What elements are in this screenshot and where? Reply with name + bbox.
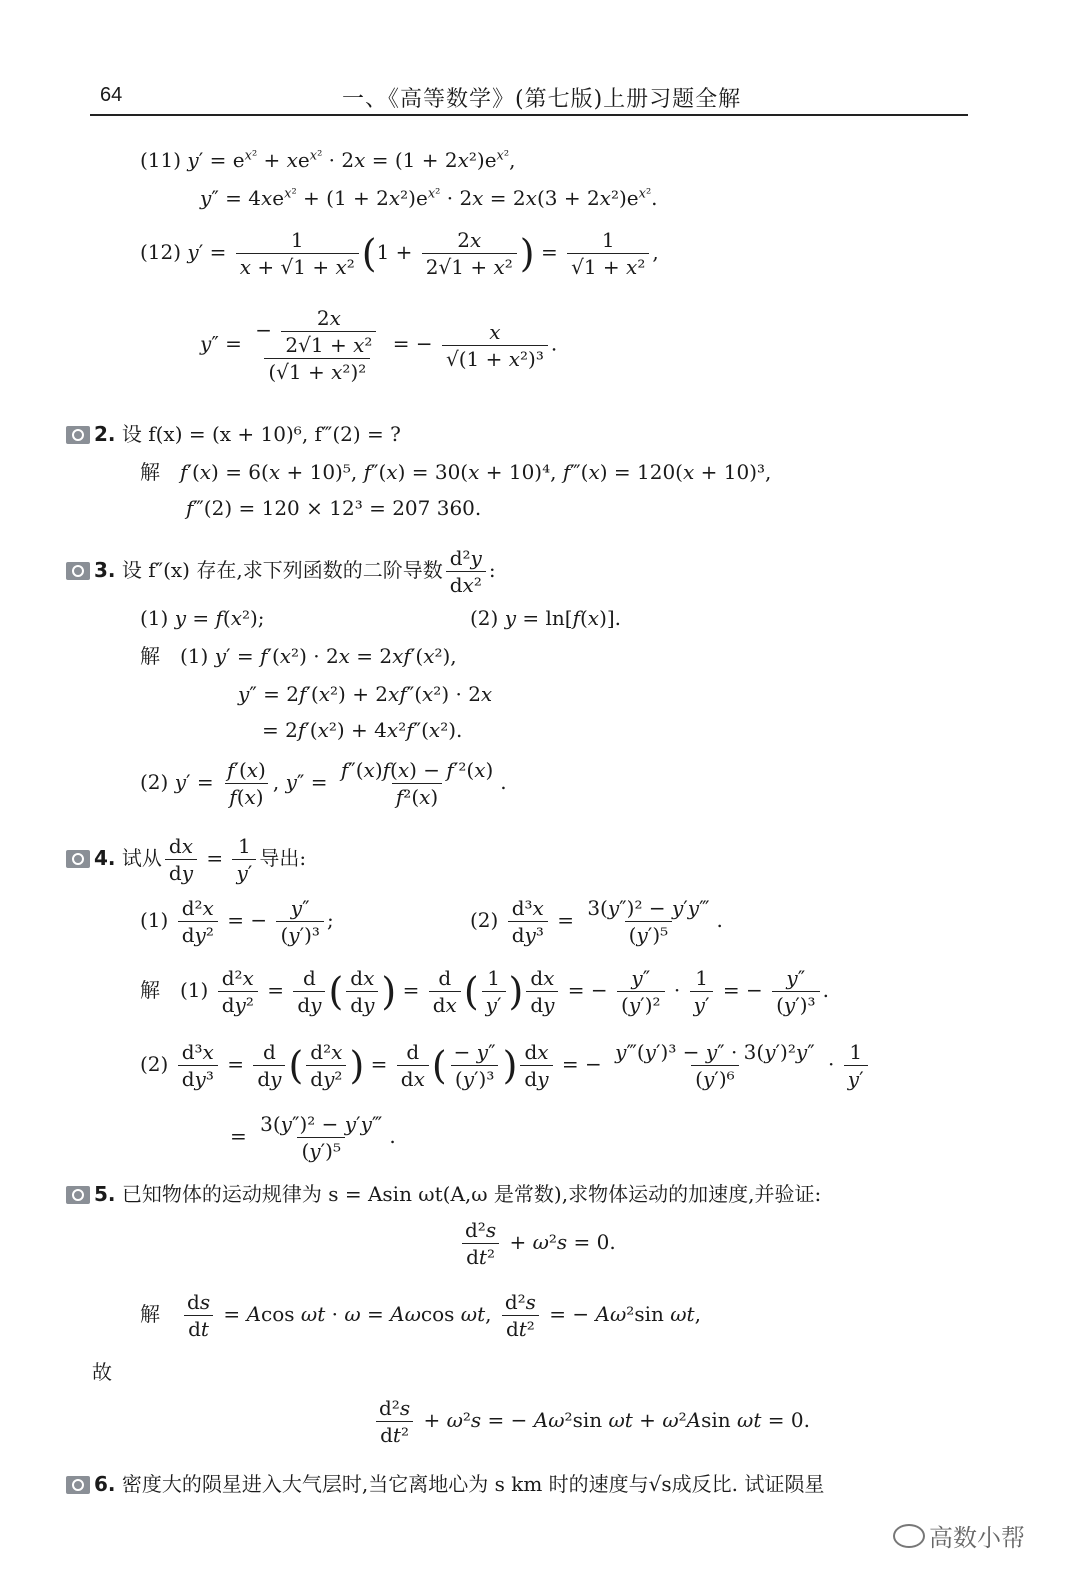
problem-5: 5. 已知物体的运动规律为 s = Asin ωt(A,ω 是常数),求物体运动的加速度,并验证: <box>66 1180 821 1208</box>
watermark-text: 高数小帮 <box>929 1524 1025 1552</box>
problem-2-text: 设 f(x) = (x + 10)⁶, f‴(2) = ? <box>121 422 401 446</box>
magnifier-icon <box>66 426 90 444</box>
sol-3a: 解 (1) y′ = f′(x²) · 2x = 2xf′(x²), <box>140 644 457 668</box>
problem-4: 4. 试从 $\frac{dx}{dy}$ = $\frac{1}{y'}$ 导出: <box>66 834 306 885</box>
magnifier-icon <box>66 1186 90 1204</box>
eq-11b: $y'' = 4xe^{x^2} + (1 + 2x^2)e^{x^2} \cdot 2x = 2x(3 + 2x^2)e^{x^2}$. <box>200 186 658 210</box>
page-header <box>90 78 968 116</box>
problem-6: 6. 密度大的陨星进入大气层时,当它离地心为 s km 时的速度与√s成反比. 试证陨星 <box>66 1470 824 1498</box>
p4-part2: (2) $\frac{\text{d³x}}{\text{dy³}}$ = $\frac{\text{3(y″)² − y′y‴}}{\text{(y′)⁵}}$ . <box>470 896 723 947</box>
sol-4a: 解 (1) $\frac{\text{d²x}}{\text{dy²}}$ = $\frac{d}{dy}$ ( $\frac{dx}{dy}$ ) = $\frac{d}{dx}$ ( $\frac{1}{y'}$ ) $\frac{dx}{dy}$ = − $\frac{y''}{\text{(y′)²}}$ · $\frac{1}{y'}$ = − $\frac{y''}{\text{(y′)³}}$ . <box>140 966 829 1017</box>
wechat-icon <box>893 1524 925 1548</box>
eq-12b: y″ = − $\frac{2x}{\text{2√1 + x²}}$ (√1 + x²)² = − $\frac{x}{\text{√(1 + x²)³}}$ . <box>200 306 558 384</box>
page-number: 64 <box>100 84 123 106</box>
problem-6-text: 密度大的陨星进入大气层时,当它离地心为 s km 时的速度与√s成反比. 试证陨星 <box>121 1472 825 1496</box>
p3-part1: (1) y = f(x²); <box>140 606 265 630</box>
sol-3d: (2) y′ = $\frac{f'(x)}{f(x)}$ , y″ = $\frac{\text{f″(x)f(x) − f′²(x)}}{\text{f²(x)}}$ . <box>140 758 507 809</box>
problem-2: 2. 设 f(x) = (x + 10)⁶, f‴(2) = ? <box>66 420 401 448</box>
page-title: 一、《高等数学》(第七版)上册习题全解 <box>342 87 742 112</box>
eq-11a: (11) $y' = e^{x^2} + xe^{x^2} \cdot 2x = (1 + 2x^2)e^{x^2}$, <box>140 148 516 172</box>
p4-part1: (1) $\frac{\text{d²x}}{\text{dy²}}$ = − $\frac{y''}{\text{(y′)³}}$ ; <box>140 896 334 947</box>
sol-3b: y″ = 2f′(x²) + 2xf″(x²) · 2x <box>238 682 493 706</box>
sol-2b: f‴(2) = 120 × 12³ = 207 360. <box>186 496 482 520</box>
sol-5b: $\frac{\text{d²s}}{\text{dt²}}$ + ω²s = − Aω²sin ωt + ω²Asin ωt = 0. <box>372 1396 810 1447</box>
sol-2a: 解 f′(x) = 6(x + 10)⁵, f″(x) = 30(x + 10)⁴, f‴(x) = 120(x + 10)³, <box>140 460 772 484</box>
magnifier-icon <box>66 850 90 868</box>
eq-12a: (12) y′ = $\frac{1}{\text{x + √1 + x²}}$ (1 + $\frac{2x}{\text{2√1 + x²}}$ ) = $\frac{1}{\text{√1 + x²}}$ , <box>140 228 659 279</box>
magnifier-icon <box>66 562 90 580</box>
magnifier-icon <box>66 1476 90 1494</box>
sol-3c: = 2f′(x²) + 4x²f″(x²). <box>262 718 463 742</box>
sol-4b: (2) $\frac{\text{d³x}}{\text{dy³}}$ = $\frac{d}{dy}$ ( $\frac{\text{d²x}}{\text{dy²}}$ ) = $\frac{d}{dx}$ ( $\frac{- y''}{\text{(y′)³}}$ ) $\frac{dx}{dy}$ = − $\frac{\text{y‴(y′)³ − y″ · 3(y′)²y″}}{\text{(y′)⁶}}$ · $\frac{1}{y'}$ <box>140 1040 871 1091</box>
problem-5-text: 已知物体的运动规律为 s = Asin ωt(A,ω 是常数),求物体运动的加速度,并验证: <box>121 1182 822 1206</box>
p5-equation: $\frac{\text{d²s}}{\text{dt²}}$ + ω²s = 0. <box>458 1218 616 1269</box>
p3-part2: (2) y = ln[f(x)]. <box>470 606 622 630</box>
sol-4c: = $\frac{\text{3(y″)² − y′y‴}}{\text{(y′)⁵}}$ . <box>230 1112 396 1163</box>
sol-5a: 解 $\frac{ds}{dt}$ = Acos ωt · ω = Aωcos ωt, $\frac{\text{d²s}}{\text{dt²}}$ = − Aω²sin ωt, <box>140 1290 701 1341</box>
gu-label: 故 <box>92 1360 112 1384</box>
problem-3: 3. 设 f″(x) 存在,求下列函数的二阶导数 $\frac{\text{d²y}}{\text{dx²}}$ : <box>66 546 496 597</box>
